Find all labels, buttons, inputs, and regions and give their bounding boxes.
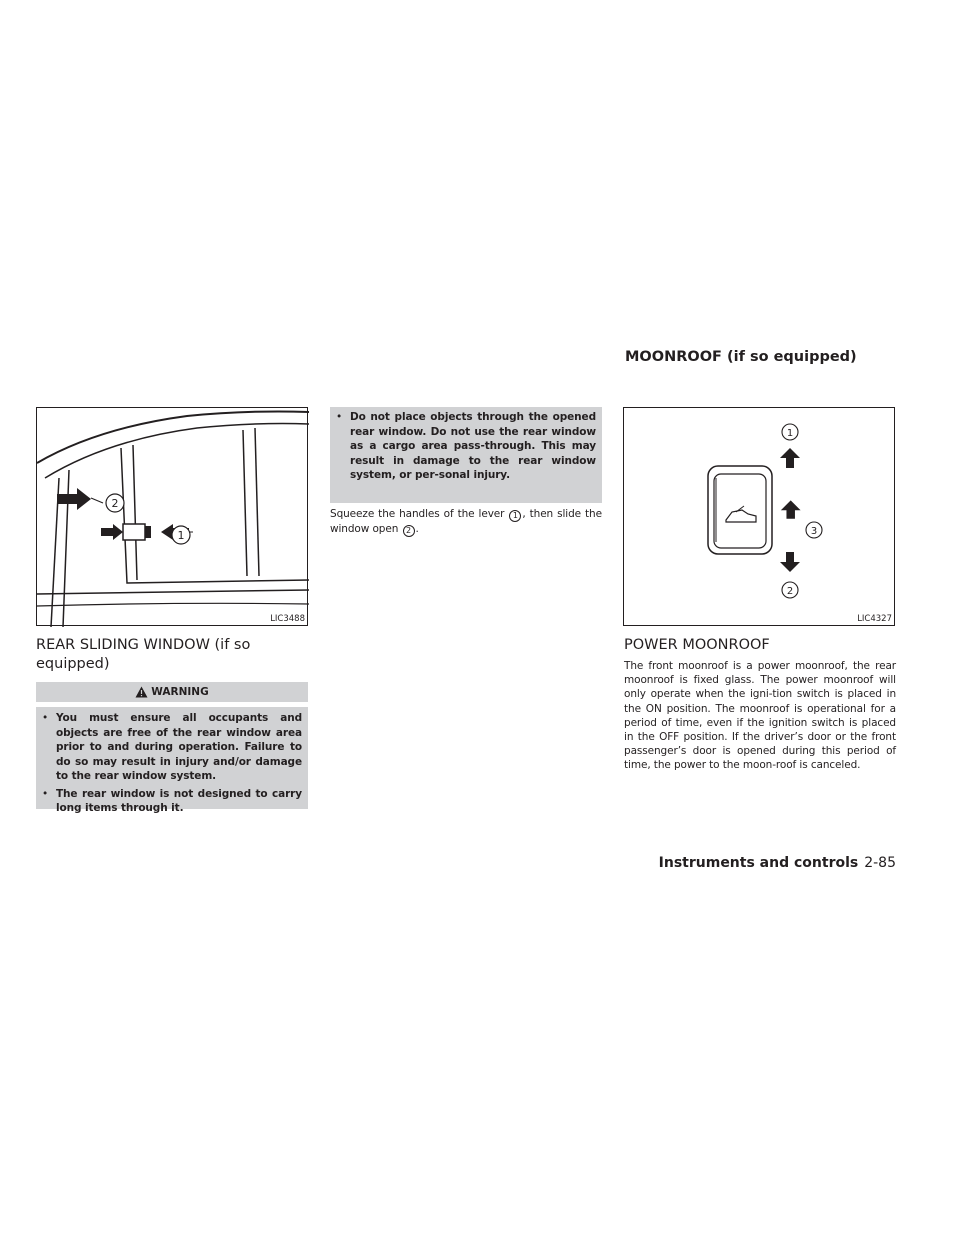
callout-1: 1 [786,428,794,439]
rear-window-instruction [330,507,602,537]
warning-item: • Do not place objects through the opened rear window. Do not use the rear window as a cargo area pass-through. This may result in damage to the rear window system, or per-sonal injury. [336,411,596,481]
warning-title-wrap [135,685,208,699]
callout-2: 2 [786,586,794,597]
power-moonroof-heading: POWER MOONROOF [624,637,770,653]
page-footer [622,855,896,871]
figure-code: LIC4327 [857,614,892,624]
rear-window-illustration [37,408,309,627]
moonroof-switch-figure [623,407,895,626]
moonroof-switch-illustration [624,408,896,627]
callout-1: 1 [177,529,185,542]
rear-window-figure [36,407,308,626]
page-number: 2-85 [864,855,896,871]
warning-item: • You must ensure all occupants and objects are free of the rear window area prior to and during operation. Failure to do so may result in injury and/or damage to the rear window system. [42,712,302,782]
warning-item: • The rear window is not designed to carry long items through it. [42,787,302,814]
warning-text: The rear window is not designed to carry long items through it. [56,787,302,814]
warning-body-continued [330,407,602,503]
warning-text: Do not place objects through the opened rear window. Do not use the rear window as a cargo area pass-through. This may result in damage to the rear window system, or per-sonal injury. [350,411,596,481]
warning-body [36,707,308,814]
figure-code: LIC3488 [270,614,305,624]
power-moonroof-body: The front moonroof is a power moonroof, the rear moonroof is fixed glass. The power moonroof will only operate when the igni-tion switch is placed in the ON position. The moonroof is operational for a period of time, even if the ignition switch is placed in the OFF position. If the driver’s door or the front passenger’s door is opened during this period of time, the power to the moon-roof is canceled. [624,660,896,772]
callout-3: 3 [810,526,818,537]
instruction-part: . [415,523,419,535]
warning-triangle-icon [135,686,148,698]
warning-title: WARNING [151,686,209,698]
callout-ref-1: 1 [509,510,521,522]
warning-header [36,682,308,702]
chapter-title: Instruments and controls [658,855,859,871]
callout-2: 2 [111,497,119,510]
callout-ref-2: 2 [403,525,415,537]
rear-window-heading: REAR SLIDING WINDOW (if so equipped) [36,637,251,672]
warning-text: You must ensure all occupants and objects are free of the rear window area prior to and during operation. Failure to do so may result in injury and/or damage to the rear window system. [56,712,302,782]
instruction-part: Squeeze the handles of the lever [330,508,505,520]
section-header: MOONROOF (if so equipped) [625,349,857,365]
instruction-part: , then slide the window open [330,508,602,535]
